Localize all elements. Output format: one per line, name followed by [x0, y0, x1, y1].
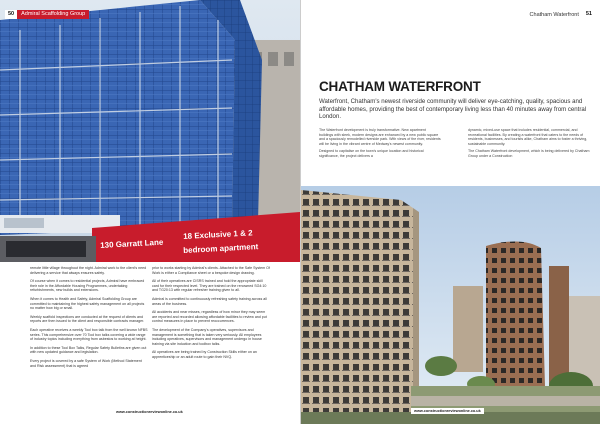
article-standfirst: Waterfront, Chatham's newest riverside community will deliver eye-catching, quality, spacious and affordable homes, providing the best of contemporary living less than 40 minutes away from central London. [319, 98, 587, 121]
paragraph: In addition to these Tool Box Talks, Regular Safety Bulletins are given out with new updated guidance and legislation. [30, 345, 147, 355]
paragraph: Of course when it comes to residential projects, Admiral have embraced their role in the Affordable Housing Programmes, undertaking refurbishments, new builds and extensions. [30, 279, 145, 293]
website-link[interactable]: www.constructionreviewonline.co.uk [411, 408, 484, 414]
right-page-header [526, 10, 595, 19]
section-title: Chatham Waterfront [529, 11, 579, 18]
banner-line-2: bedroom apartment [183, 242, 259, 255]
right-column-1 [319, 128, 441, 162]
website-link[interactable]: www.constructionreviewonline.co.uk [116, 410, 183, 414]
paragraph: Every project is covered by a safe System of Work (Method Statement and Risk assessment) that is agreed [30, 358, 142, 368]
paragraph: dynamic, mixed-use space that includes residential, commercial, and recreational facilities. By creating a waterfront that caters to the needs of residents, businesses, and tourists alike, Chatham aims to foster a thriving, sustainable community. [468, 128, 588, 146]
paragraph: Admiral is committed to continuously refreshing safety training across all areas of the business. [152, 296, 267, 306]
paragraph: The Chatham Waterfront development, which is being delivered by Chatham Group under a Construction [468, 149, 590, 158]
left-body-text [0, 266, 300, 414]
page-number: 50 [5, 10, 17, 19]
page-number: 51 [583, 10, 595, 19]
banner-address: 130 Garratt Lane [100, 237, 164, 250]
left-column-2 [152, 266, 270, 364]
paragraph: When it comes to Health and Safety, Admiral Scaffolding Group are committed to maintaining the highest safety management on all projects no matter how big or small. [30, 296, 145, 311]
paragraph: remote little village throughout the night. Admiral work to the client's need delivering a service that always ensures safety. [30, 266, 147, 275]
paragraph: All operatives are being trained by Construction Skills either on an apprenticeship or an adult route to gain their NVQ. [152, 350, 257, 359]
paragraph: The development of the Company's operatives, supervisors and management is something that is taken very seriously. All employees including operatives, supervisors and management undergo in house training via site induction and toolbox talks. [152, 327, 262, 346]
scaffolding-photo [0, 0, 300, 262]
left-page-header [5, 10, 89, 19]
right-column-2 [468, 128, 590, 162]
waterfront-photo [301, 186, 600, 424]
scaffolding-photo-graphic [0, 0, 300, 262]
paragraph: All accidents and near misses, regardless of how minor they may seem are reported and recorded allowing affordable facilities to review and put control measures in place to prevent reoccurrences. [152, 310, 267, 324]
paragraph: Each operative receives a weekly Tool box talk from the well known NFBS series. This comprehensive over 70 Tool box talks covering a wide range of industry topics including everything from asbestos to working at height. [30, 327, 148, 342]
paragraph: All of their operatives are CISRS trained and hold the appropriate skill card for their respected level. They are trained on the renowned SG4:10 and TG20:13 with regular refresher training given to all. [152, 279, 267, 293]
waterfront-photo-graphic [301, 186, 600, 424]
left-column-1 [30, 266, 148, 372]
paragraph: Weekly scaffold inspections are conducted at the request of clients and reports are then issued to the client and responsible contracts manager. [30, 314, 145, 324]
paragraph: The Waterfront development is truly transformative. New apartment buildings with sleek, modern designs are enhanced by a new public square and a spaciously remodelled riverside park. With views of the river, residents will be living in the vibrant centre of Medway's newest community. [319, 128, 441, 146]
right-page [300, 0, 600, 424]
article-headline: CHATHAM WATERFRONT [319, 79, 481, 94]
paragraph: prior to works starting by Admiral's clients. Attached to the Safe System Of Work is either a Compliance sheet or a bespoke design drawing. [152, 266, 270, 275]
publication-name: Admiral Scaffolding Group [17, 10, 89, 19]
banner-line-1: 18 Exclusive 1 & 2 [183, 228, 253, 241]
paragraph: Designed to capitalise on the town's unique location and historical significance, the project delivers a [319, 149, 424, 158]
